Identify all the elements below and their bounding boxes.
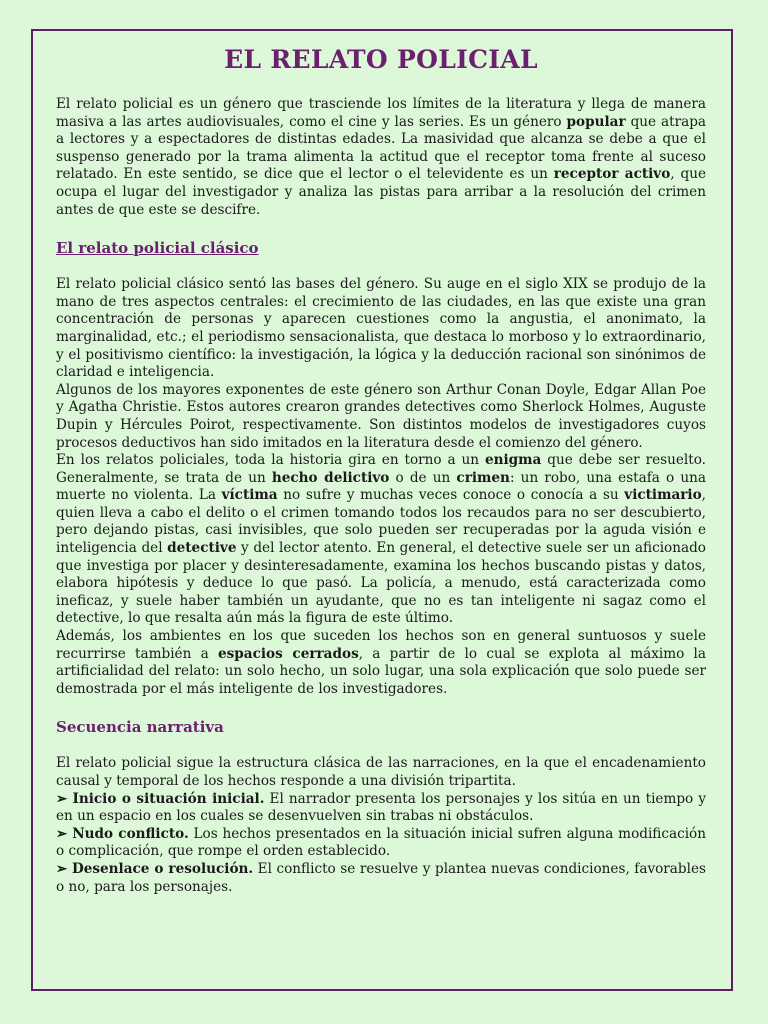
list-item (56, 826, 706, 861)
sequence-paragraph: El relato policial sigue la estructura clásica de las narraciones, en la que el encadenamiento causal y temporal de los hechos responde a una división tripartita. (56, 755, 706, 789)
page-frame (31, 29, 733, 991)
term-victimario: victimario (624, 487, 702, 504)
classic-paragraph-2: Algunos de los mayores exponentes de este género son Arthur Conan Doyle, Edgar Allan Poe y Agatha Christie. Estos autores crearon grandes detectives como Sherlock Holmes, Auguste Dupin y Hércules Poirot, respectivamente. Son distintos modelos de investigadores cuyos procesos deductivos han sido imitados en la literatura desde el comienzo del género. (56, 381, 706, 451)
p3-text-1: En los relatos policiales, toda la historia gira en torno a un (56, 452, 485, 469)
arrow-bullet-icon: ➢ (56, 825, 68, 842)
term-detective: detective (167, 540, 237, 557)
p3-text-3: o de un (389, 469, 457, 486)
p3-text-6: , quien lleva a cabo el delito o el crimen tomando todos los recaudos para no ser descubierto, pero dejando pistas, casi invisibles, que solo pueden ser recuperadas por la aguda visión e inteligencia del (56, 487, 706, 557)
term-espacios-cerrados: espacios cerrados (217, 645, 359, 662)
term-receptor-activo: receptor activo (553, 166, 671, 183)
intro-text-3: , que ocupa el lugar del investigador y analiza las pistas para arribar a la resolución del crimen antes de que este se descifre. (56, 166, 706, 218)
term-hecho-delictivo: hecho delictivo (271, 469, 390, 486)
intro-text-1: El relato policial es un género que trasciende los límites de la literatura y llega de manera masiva a las artes audiovisuales, como el cine y las series. Es un género (56, 96, 706, 130)
item-label: Desenlace o resolución. (71, 860, 254, 877)
p3-text-4: : un robo, una estafa o una muerte no violenta. La (56, 469, 706, 504)
list-item (56, 791, 706, 826)
term-popular: popular (566, 113, 626, 130)
section-heading-sequence: Secuencia narrativa (56, 718, 224, 737)
page-title: EL RELATO POLICIAL (224, 45, 538, 74)
item-text: El narrador presenta los personajes y los sitúa en un tiempo y en un espacio en los cuales se desenvuelven sin trabas ni obstáculos. (56, 790, 706, 825)
classic-paragraph-3 (56, 452, 706, 628)
classic-paragraph-4 (56, 628, 706, 698)
item-label: Inicio o situación inicial. (72, 790, 265, 807)
p4-text-2: , a partir de lo cual se explota al máximo la artificialidad del relato: un solo hecho, un solo lugar, una sola explicación que solo puede ser demostrada por el más inteligente de los investigadores. (56, 645, 706, 697)
section-heading-classic: El relato policial clásico (56, 239, 259, 258)
p3-text-7: y del lector atento. En general, el detective suele ser un aficionado que investiga por placer y desinteresadamente, examina los hechos buscando pistas y datos, elabora hipótesis y deduce lo que pasó. La policía, a menudo, está caracterizada como ineficaz, y suele haber también un ayudante, que no es tan inteligente ni sagaz como el detective, lo que resalta aún más la figura de este último. (56, 540, 706, 627)
term-crimen: crimen (456, 469, 510, 486)
item-label: Nudo conflicto. (72, 825, 189, 842)
term-enigma: enigma (484, 452, 542, 469)
p3-text-5: no sufre y muchas veces conoce o conocía a su (277, 487, 625, 504)
p4-text-1: Además, los ambientes en los que suceden los hechos son en general suntuosos y suele recurrirse también a (56, 628, 706, 662)
classic-paragraph-1: El relato policial clásico sentó las bases del género. Su auge en el siglo XIX se produjo de la mano de tres aspectos centrales: el crecimiento de las ciudades, en las que existe una gran concentración de personas y aparecen cuestiones como la angustia, el anonimato, la marginalidad, etc.; el periodismo sensacionalista, que destaca lo morboso y lo extraordinario, y el positivismo científico: la investigación, la lógica y la deducción racional son sinónimos de claridad e inteligencia. (56, 276, 706, 381)
term-victima: víctima (221, 487, 278, 504)
intro-text-2: que atrapa a lectores y a espectadores de distintas edades. La masividad que alcanza se debe a que el suspenso generado por la trama alimenta la actitud que el receptor toma frente al suceso relatado. En este sentido, se dice que el lector o el televidente es un (56, 113, 707, 183)
list-item (56, 861, 706, 896)
arrow-bullet-icon: ➢ (56, 860, 68, 877)
intro-paragraph (56, 96, 706, 219)
p3-text-2: que debe ser resuelto. Generalmente, se trata de un (56, 452, 706, 486)
arrow-bullet-icon: ➢ (56, 790, 68, 807)
item-text: El conflicto se resuelve y plantea nuevas condiciones, favorables o no, para los personajes. (56, 860, 706, 895)
item-text: Los hechos presentados en la situación inicial sufren alguna modificación o complicación, que rompe el orden establecido. (56, 825, 706, 860)
